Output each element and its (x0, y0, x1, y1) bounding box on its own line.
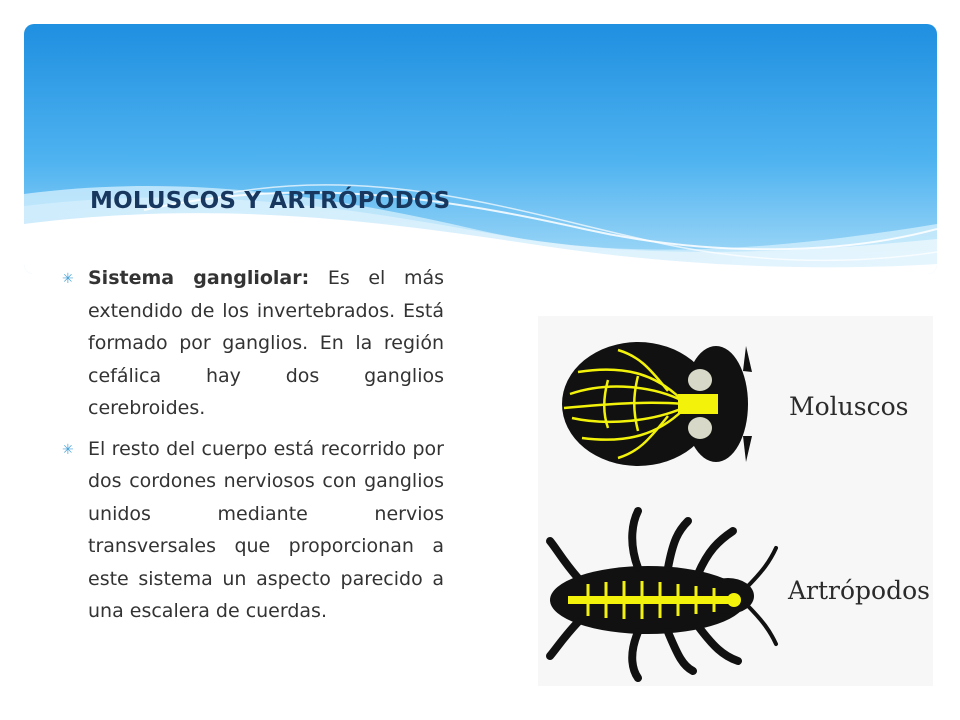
slide-title: MOLUSCOS Y ARTRÓPODOS (90, 188, 451, 214)
mollusc-illustration (562, 342, 752, 466)
label-artropodos: Artrópodos (788, 576, 930, 605)
asterisk-bullet-icon: ✳ (62, 441, 74, 458)
wave-decoration (24, 24, 937, 274)
bullet-text: Es el más extendido de los invertebrados. Está formado por ganglios. En la región cefálica hay dos ganglios cerebroides. (88, 267, 444, 419)
bullet-list (62, 262, 444, 636)
label-moluscos: Moluscos (789, 392, 909, 421)
header-banner (24, 24, 937, 274)
figure-illustration (538, 316, 933, 686)
asterisk-bullet-icon: ✳ (62, 271, 74, 287)
bullet-term: Sistema gangliolar: (88, 267, 310, 289)
bullet-text: El resto del cuerpo está recorrido por dos cordones nerviosos con ganglios unidos mediante nervios transversales que proporcionan a este sistema un aspecto parecido a una escalera de cuerdas. (88, 437, 444, 622)
bullet-item-cordones (62, 433, 444, 628)
bullet-item-ganglionar (62, 262, 444, 425)
nervous-system-figure (538, 316, 933, 686)
